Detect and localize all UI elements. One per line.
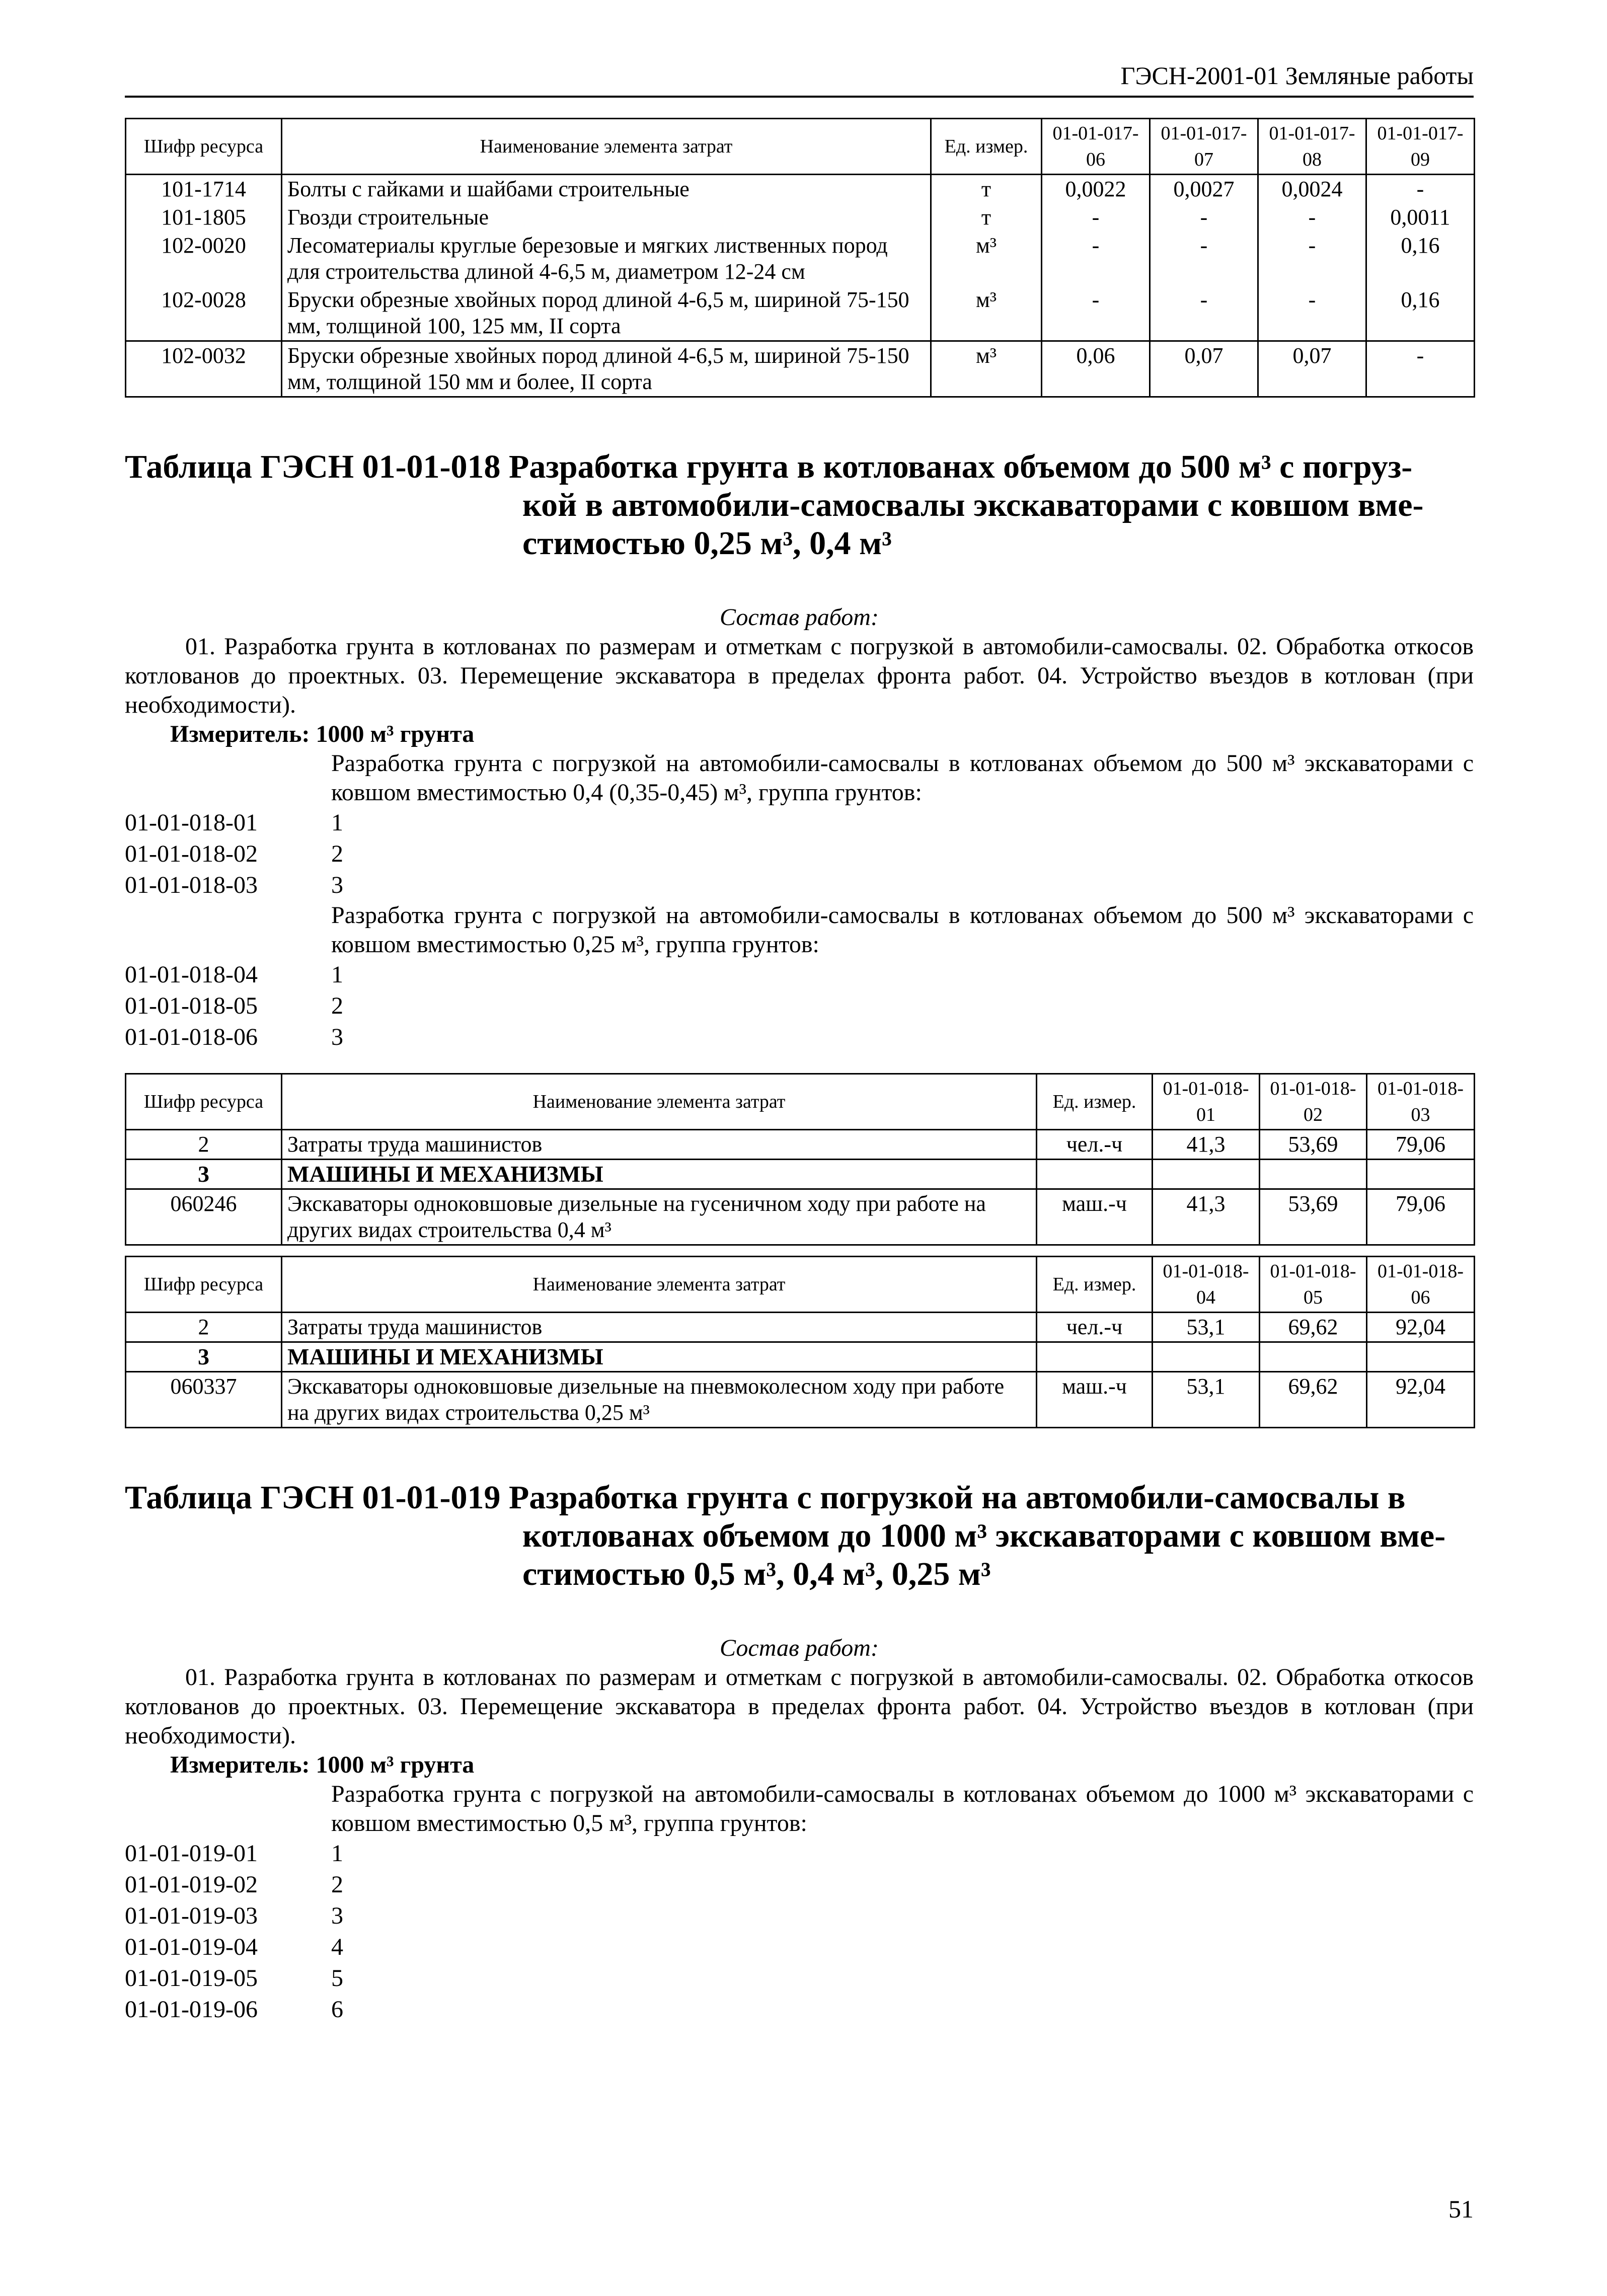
works-composition-label: Состав работ: bbox=[720, 1635, 879, 1661]
table-row: 101-1714 Болты с гайками и шайбами строительные т 0,0022 0,0027 0,0024 - bbox=[126, 175, 1475, 204]
col-header: Шифр ресурса bbox=[126, 119, 282, 175]
document-page bbox=[125, 60, 1474, 2025]
variant-row: 01-01-018-06 3 bbox=[125, 1024, 343, 1050]
page-number: 51 bbox=[1448, 2195, 1474, 2223]
table-row: 101-1805 Гвозди строительные т - - - 0,0011 bbox=[126, 203, 1475, 232]
variant-row: 01-01-019-01 1 bbox=[125, 1840, 343, 1867]
variant-row: 01-01-018-03 3 bbox=[125, 872, 343, 898]
variant-description: Разработка грунта с погрузкой на автомобили-самосвалы в котлованах объемом до 500 м³ экскаваторами с ковшом вместимостью 0,4 (0,35-0,45) м³, группа грунтов: bbox=[331, 750, 1474, 806]
table-row: 060337 Экскаваторы одноковшовые дизельные на пневмоколесном ходу при работе на других видах строительства 0,25 м³ маш.-ч 53,1 69,62 92,04 bbox=[126, 1372, 1475, 1428]
table-header-row: Шифр ресурса Наименование элемента затрат Ед. измер. 01-01-018-04 01-01-018-05 01-01-018-06 bbox=[126, 1257, 1475, 1313]
variant-row: 01-01-018-05 2 bbox=[125, 992, 343, 1019]
table-header-row bbox=[126, 119, 1475, 175]
resource-table-018-b bbox=[125, 1256, 1475, 1428]
col-header: 01-01-017-06 bbox=[1042, 119, 1150, 175]
variant-row: 01-01-019-03 3 bbox=[125, 1902, 343, 1929]
variant-row: 01-01-018-04 1 bbox=[125, 961, 343, 988]
table-row: 2 Затраты труда машинистов чел.-ч 41,3 53,69 79,06 bbox=[126, 1130, 1475, 1160]
col-header: Наименование элемента затрат bbox=[282, 119, 931, 175]
col-header: 01-01-017-09 bbox=[1366, 119, 1475, 175]
col-header: 01-01-017-07 bbox=[1150, 119, 1258, 175]
table-header-row: Шифр ресурса Наименование элемента затрат Ед. измер. 01-01-018-01 01-01-018-02 01-01-018-03 bbox=[126, 1074, 1475, 1130]
table-row: 060246 Экскаваторы одноковшовые дизельные на гусеничном ходу при работе на других видах строительства 0,4 м³ маш.-ч 41,3 53,69 79,06 bbox=[126, 1189, 1475, 1245]
works-composition-text: 01. Разработка грунта в котлованах по размерам и отметкам с погрузкой в автомобили-самосвалы. 02. Обработка откосов котлованов до проектных. 03. Перемещение экскаватора в пределах фронта работ. 04. Устройство въездов в котлован (при необходимости). bbox=[125, 633, 1474, 718]
table-row: 3 МАШИНЫ И МЕХАНИЗМЫ bbox=[126, 1342, 1475, 1372]
section-title-019: Таблица ГЭСН 01-01-019 Разработка грунта с погрузкой на автомобили-самосвалы в котлованах объемом до 1000 м³ экскаваторами с ковшом вме- стимостью 0,5 м³, 0,4 м³, 0,25 м³ bbox=[125, 1479, 1446, 1592]
variant-row: 01-01-019-05 5 bbox=[125, 1965, 343, 1992]
section-title-018: Таблица ГЭСН 01-01-018 Разработка грунта в котлованах объемом до 500 м³ с погруз- кой в автомобили-самосвалы экскаваторами с ковшом вме- стимостью 0,25 м³, 0,4 м³ bbox=[125, 448, 1424, 562]
table-row: 2 Затраты труда машинистов чел.-ч 53,1 69,62 92,04 bbox=[126, 1313, 1475, 1342]
resource-table-018-a bbox=[125, 1073, 1475, 1246]
variant-description: Разработка грунта с погрузкой на автомобили-самосвалы в котлованах объемом до 1000 м³ экскаваторами с ковшом вместимостью 0,5 м³, группа грунтов: bbox=[331, 1781, 1474, 1836]
variant-row: 01-01-018-01 1 bbox=[125, 809, 343, 836]
variant-row: 01-01-019-04 4 bbox=[125, 1934, 343, 1960]
table-row: 102-0028 Бруски обрезные хвойных пород длиной 4-6,5 м, шириной 75-150 мм, толщиной 100, 125 мм, II сорта м³ - - - 0,16 bbox=[126, 286, 1475, 341]
variant-row: 01-01-018-02 2 bbox=[125, 840, 343, 867]
measure-unit: Измеритель: 1000 м³ грунта bbox=[170, 1751, 475, 1778]
variant-row: 01-01-019-06 6 bbox=[125, 1996, 343, 2023]
resource-table-017 bbox=[125, 118, 1475, 398]
running-header: ГЭСН-2001-01 Земляные работы bbox=[125, 60, 1474, 98]
measure-unit: Измеритель: 1000 м³ грунта bbox=[170, 721, 475, 747]
table-row: 3 МАШИНЫ И МЕХАНИЗМЫ bbox=[126, 1160, 1475, 1189]
col-header: 01-01-017-08 bbox=[1258, 119, 1366, 175]
col-header: Ед. измер. bbox=[931, 119, 1042, 175]
table-row: 102-0032 Бруски обрезные хвойных пород длиной 4-6,5 м, шириной 75-150 мм, толщиной 150 мм и более, II сорта м³ 0,06 0,07 0,07 - bbox=[126, 341, 1475, 397]
variant-description: Разработка грунта с погрузкой на автомобили-самосвалы в котлованах объемом до 500 м³ экскаваторами с ковшом вместимостью 0,25 м³, группа грунтов: bbox=[331, 902, 1474, 958]
works-composition-text: 01. Разработка грунта в котлованах по размерам и отметкам с погрузкой в автомобили-самосвалы. 02. Обработка откосов котлованов до проектных. 03. Перемещение экскаватора в пределах фронта работ. 04. Устройство въездов в котлован (при необходимости). bbox=[125, 1664, 1474, 1749]
works-composition-label: Состав работ: bbox=[720, 604, 879, 631]
table-row: 102-0020 Лесоматериалы круглые березовые и мягких лиственных пород для строительства длиной 4-6,5 м, диаметром 12-24 см м³ - - - 0,16 bbox=[126, 232, 1475, 286]
variant-row: 01-01-019-02 2 bbox=[125, 1871, 343, 1898]
